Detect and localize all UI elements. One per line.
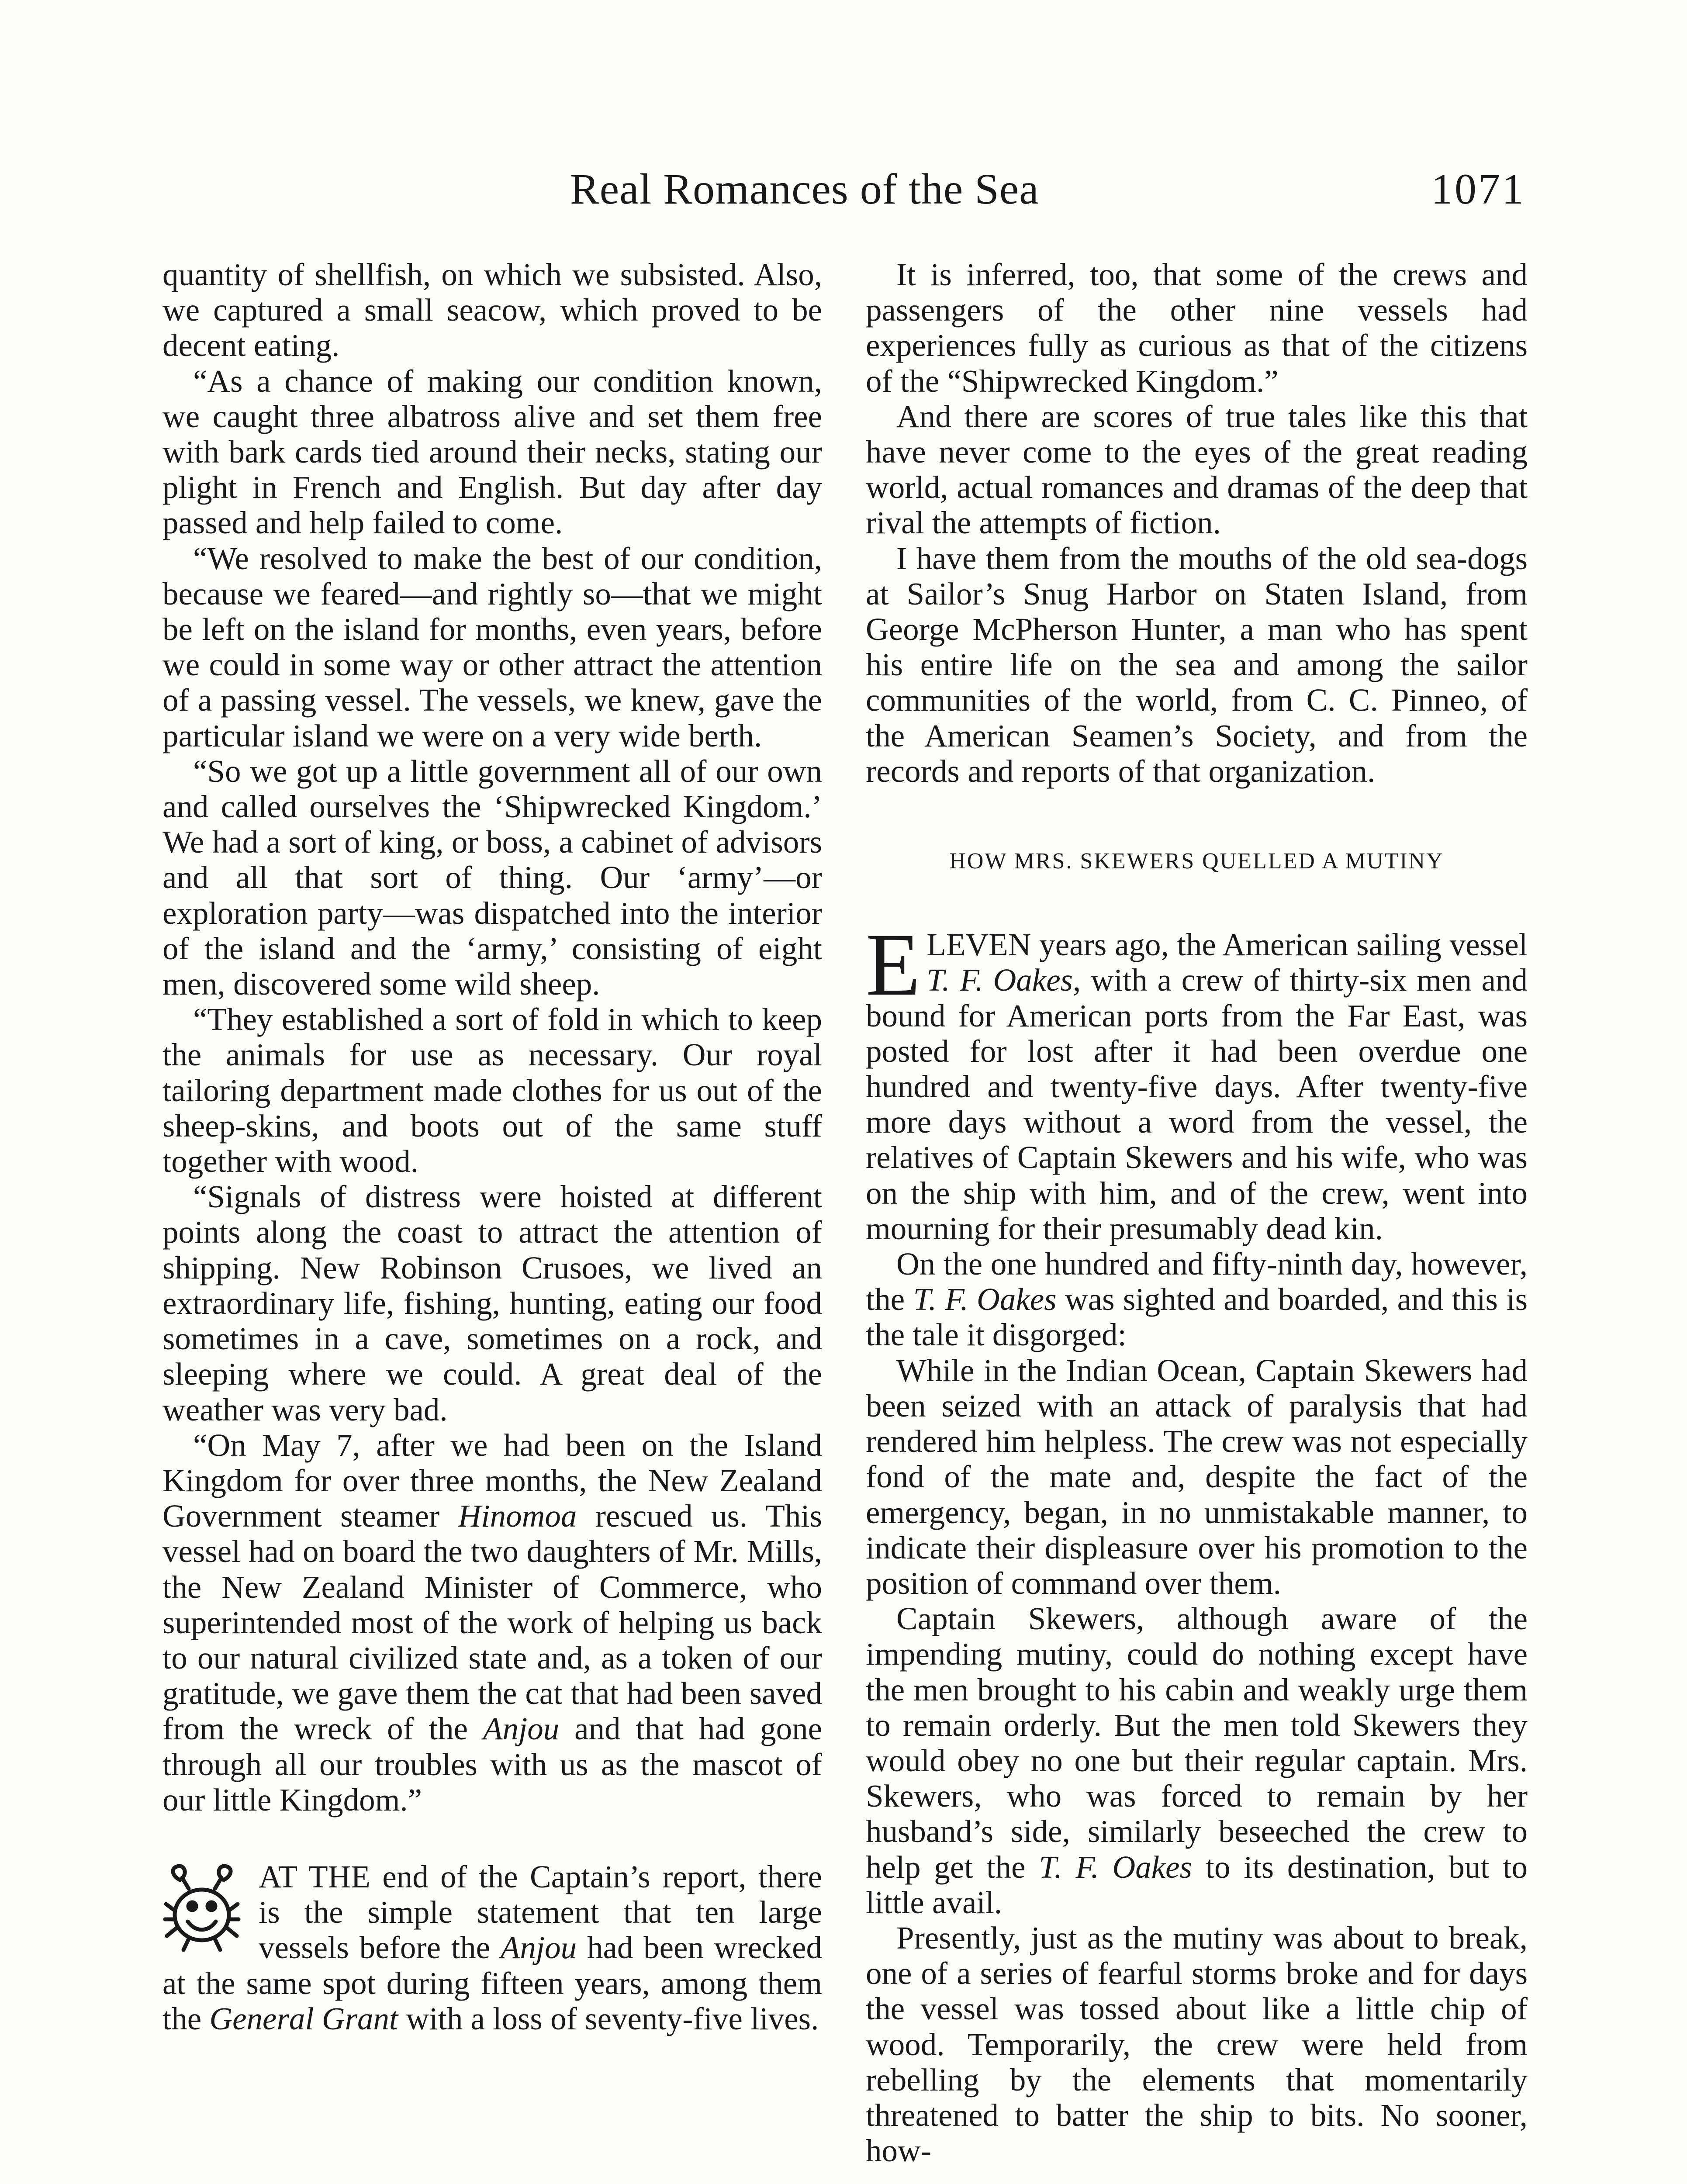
text-run: had been wrecked at the same spot during fifteen years, among them the	[162, 1930, 822, 2036]
text-run: and that had gone through all our troubles with us as the mascot of our little Kingdom.”	[162, 1711, 823, 1818]
paragraph	[866, 1246, 1528, 1353]
paragraph: quantity of shellfish, on which we subsisted. Also, we captured a small seacow, which proved to be decent eating.	[162, 257, 822, 363]
running-title: Real Romances of the Sea	[570, 165, 1039, 213]
paragraph: While in the Indian Ocean, Captain Skewers had been seized with an attack of paralysis that had rendered him helpless. The crew was not especially fond of the mate and, despite the fact of the emergency, began, in no unmistakable manner, to indicate their displeasure over his promotion to the position of command over them.	[866, 1352, 1528, 1601]
text-run: , with a crew of thirty-six men and bound for American ports from the Far East, was posted for lost after it had been overdue one hundred and twenty-five days. After twenty-five more days without a word from the vessel, the relatives of Captain Skewers and his wife, who was on the ship with him, and of the crew, went into mourning for their presumably dead kin.	[866, 962, 1528, 1246]
paragraph	[866, 915, 1528, 1246]
text-run: Captain Skewers, although aware of the impending mutiny, could do nothing except have the men brought to his cabin and weakly urge them to remain orderly. But the men told Skewers they would obey no one but their regular captain. Mrs. Skewers, who was forced to remain by her husband’s side, similarly beseeched the crew to help get the	[866, 1601, 1528, 1885]
text-run: “On May 7, after we had been on the Island Kingdom for over three months, the New Zealand Government steamer	[162, 1427, 822, 1534]
paragraph: “So we got up a little government all of our own and called ourselves the ‘Shipwrecked Kingdom.’ We had a sort of king, or boss, a cabinet of advisors and all that sort of thing. Our ‘army’—or exploration party—was dispatched into the interior of the island and the ‘army,’ consisting of eight men, discovered some wild sheep.	[162, 753, 822, 1002]
drop-cap: E	[866, 915, 921, 1015]
lead-caps: AT THE	[259, 1859, 370, 1894]
text-run: On the one hundred and fifty-ninth day, however, the	[866, 1246, 1528, 1317]
text-run: with a loss of seventy-five lives.	[398, 2001, 819, 2036]
ship-name: T. F. Oakes	[1039, 1849, 1192, 1885]
text-run: rescued us. This vessel had on board the two daughters of Mr. Mills, the New Zealand Minister of Commerce, who superintended most of the work of helping us back to our natural civilized state and, as a token of our gratitude, we gave them the cat that had been saved from the wreck of the	[162, 1498, 822, 1747]
right-column	[866, 257, 1528, 2168]
paragraph: I have them from the mouths of the old sea-dogs at Sailor’s Snug Harbor on Staten Island, from George McPherson Hunter, a man who has spent his entire life on the sea and among the sailor communities of the world, from C. C. Pinneo, of the American Seamen’s Society, and from the records and reports of that organization.	[866, 540, 1528, 789]
paragraph: “Signals of distress were hoisted at different points along the coast to attract the attention of shipping. New Robinson Crusoes, we lived an extraordinary life, fishing, hunting, eating our food sometimes in a cave, sometimes on a rock, and sleeping where we could. A great deal of the weather was very bad.	[162, 1179, 822, 1427]
ship-name: Anjou	[483, 1711, 560, 1747]
ship-name: Hinomoa	[458, 1498, 577, 1534]
ship-name: Anjou	[500, 1930, 577, 1966]
left-column	[162, 257, 822, 2036]
text-run: years ago, the American sailing vessel	[1031, 927, 1528, 963]
ship-name: General Grant	[209, 2001, 398, 2036]
text-run: was sighted and boarded, and this is the tale it disgorged:	[866, 1282, 1528, 1353]
ship-name: T. F. Oakes	[913, 1282, 1057, 1317]
paragraph: “They established a sort of fold in which to keep the animals for use as necessary. Our royal tailoring department made clothes for us out of the sheep-skins, and boots out of the same stuff together with wood.	[162, 1002, 822, 1179]
paragraph	[162, 1427, 822, 1818]
paragraph: It is inferred, too, that some of the crews and passengers of the other nine vessels had experiences fully as curious as that of the citizens of the “Shipwrecked Kingdom.”	[866, 257, 1528, 399]
paragraph	[866, 1601, 1528, 1920]
text-run: end of the Captain’s report, there is the simple statement that ten large vessels before the	[259, 1859, 822, 1966]
crab-icon	[162, 1863, 241, 1954]
page-number: 1071	[1431, 165, 1525, 213]
paragraph: Presently, just as the mutiny was about to break, one of a series of fearful storms broke and for days the vessel was tossed about like a little chip of wood. Temporarily, the crew were held from rebelling by the elements that momentarily threatened to batter the ship to bits. No sooner, how-	[866, 1920, 1528, 2169]
page-header	[0, 164, 1687, 229]
paragraph: And there are scores of true tales like this that have never come to the eyes of the great reading world, actual romances and dramas of the deep that rival the attempts of fiction.	[866, 398, 1528, 541]
lead-caps: LEVEN	[926, 927, 1031, 963]
paragraph	[162, 1859, 822, 2036]
paragraph: “As a chance of making our condition known, we caught three albatross alive and set them free with bark cards tied around their necks, stating our plight in French and English. But day after day passed and help failed to come.	[162, 363, 822, 541]
ship-name: T. F. Oakes	[926, 962, 1073, 998]
text-run: to its destination, but to little avail.	[866, 1849, 1528, 1920]
paragraph: “We resolved to make the best of our condition, because we feared—and rightly so—that we might be left on the island for months, even years, before we could in some way or other attract the attention of a passing vessel. The vessels, we knew, gave the particular island we were on a very wide berth.	[162, 540, 822, 753]
section-heading: HOW MRS. SKEWERS QUELLED A MUTINY	[949, 849, 1444, 874]
